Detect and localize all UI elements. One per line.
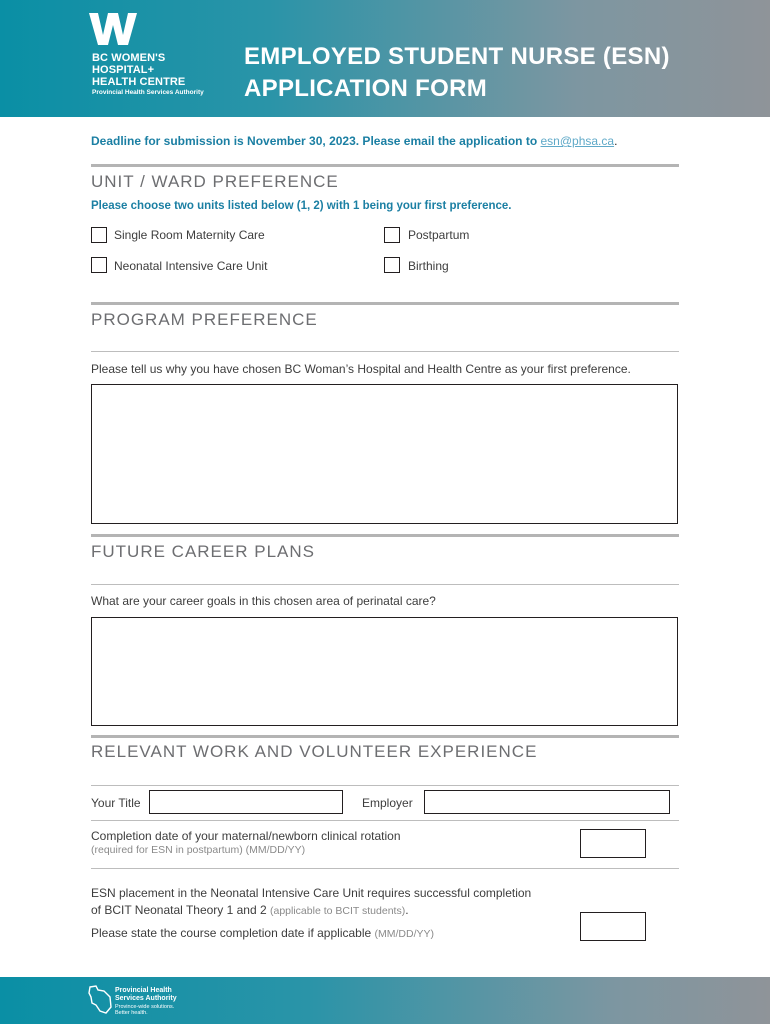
footer-tagline-2: Better health. xyxy=(115,1010,148,1016)
unit-preference-hint: Please choose two units listed below (1, 2) with 1 being your first preference. xyxy=(91,200,512,212)
form-title-line-1: EMPLOYED STUDENT NURSE (ESN) xyxy=(244,43,670,70)
deadline-notice xyxy=(91,134,617,148)
career-plans-title: FUTURE CAREER PLANS xyxy=(91,542,315,561)
thin-divider xyxy=(91,820,679,821)
employer-input[interactable] xyxy=(424,790,670,814)
nicu-requirement-line-2 xyxy=(91,903,409,917)
footer-logo-line-2: Services Authority xyxy=(115,995,177,1002)
logo-subtitle: Provincial Health Services Authority xyxy=(92,89,204,96)
thin-divider xyxy=(91,785,679,786)
your-title-label: Your Title xyxy=(91,796,141,810)
checkbox-single-room-maternity-care[interactable] xyxy=(91,227,107,243)
nicu-requirement-end: . xyxy=(405,903,409,917)
footer-tagline-1: Province-wide solutions. xyxy=(115,1004,175,1010)
section-divider xyxy=(91,164,679,167)
logo-line-1: BC WOMEN'S xyxy=(92,52,166,64)
completion-date-label: Completion date of your maternal/newborn clinical rotation xyxy=(91,829,401,843)
option-label-neonatal-intensive-care-unit: Neonatal Intensive Care Unit xyxy=(114,259,268,273)
checkbox-neonatal-intensive-care-unit[interactable] xyxy=(91,257,107,273)
section-divider xyxy=(91,534,679,537)
career-goals-textarea[interactable] xyxy=(91,617,678,726)
bc-province-map-icon xyxy=(88,985,112,1015)
thin-divider xyxy=(91,351,679,352)
your-title-input[interactable] xyxy=(149,790,343,814)
unit-preference-title: UNIT / WARD PREFERENCE xyxy=(91,172,339,191)
section-divider xyxy=(91,302,679,305)
deadline-end: . xyxy=(614,134,618,148)
email-link[interactable]: esn@phsa.ca xyxy=(540,134,615,148)
program-preference-question: Please tell us why you have chosen BC Woman’s Hospital and Health Centre as your first preference. xyxy=(91,362,631,376)
logo-line-2: HOSPITAL+ xyxy=(92,64,155,76)
nicu-requirement-line-1: ESN placement in the Neonatal Intensive Care Unit requires successful completion xyxy=(91,886,532,900)
employer-label: Employer xyxy=(362,796,413,810)
form-title-line-2: APPLICATION FORM xyxy=(244,75,488,102)
completion-date-input[interactable] xyxy=(580,829,646,858)
option-label-postpartum: Postpartum xyxy=(408,228,470,242)
course-completion-note: (MM/DD/YY) xyxy=(374,928,435,940)
nicu-requirement-note: (applicable to BCIT students) xyxy=(270,905,406,917)
course-completion-text: Please state the course completion date if applicable xyxy=(91,926,375,940)
career-plans-question: What are your career goals in this chosen area of perinatal care? xyxy=(91,594,436,608)
section-divider xyxy=(91,735,679,738)
program-preference-title: PROGRAM PREFERENCE xyxy=(91,310,318,329)
checkbox-birthing[interactable] xyxy=(384,257,400,273)
footer-logo-line-1: Provincial Health xyxy=(115,987,172,994)
completion-date-note: (required for ESN in postpartum) (MM/DD/YY) xyxy=(91,844,306,856)
experience-title: RELEVANT WORK AND VOLUNTEER EXPERIENCE xyxy=(91,742,538,761)
checkbox-postpartum[interactable] xyxy=(384,227,400,243)
nicu-requirement-text: of BCIT Neonatal Theory 1 and 2 xyxy=(91,903,270,917)
course-completion-label xyxy=(91,926,434,940)
deadline-text: Deadline for submission is November 30, 2023. Please email the application to xyxy=(91,134,541,148)
logo-line-3: HEALTH CENTRE xyxy=(92,76,186,88)
course-completion-date-input[interactable] xyxy=(580,912,646,941)
bc-womens-w-logo-icon xyxy=(89,13,137,45)
program-preference-textarea[interactable] xyxy=(91,384,678,524)
thin-divider xyxy=(91,584,679,585)
option-label-single-room-maternity-care: Single Room Maternity Care xyxy=(114,228,265,242)
thin-divider xyxy=(91,868,679,869)
option-label-birthing: Birthing xyxy=(408,259,449,273)
